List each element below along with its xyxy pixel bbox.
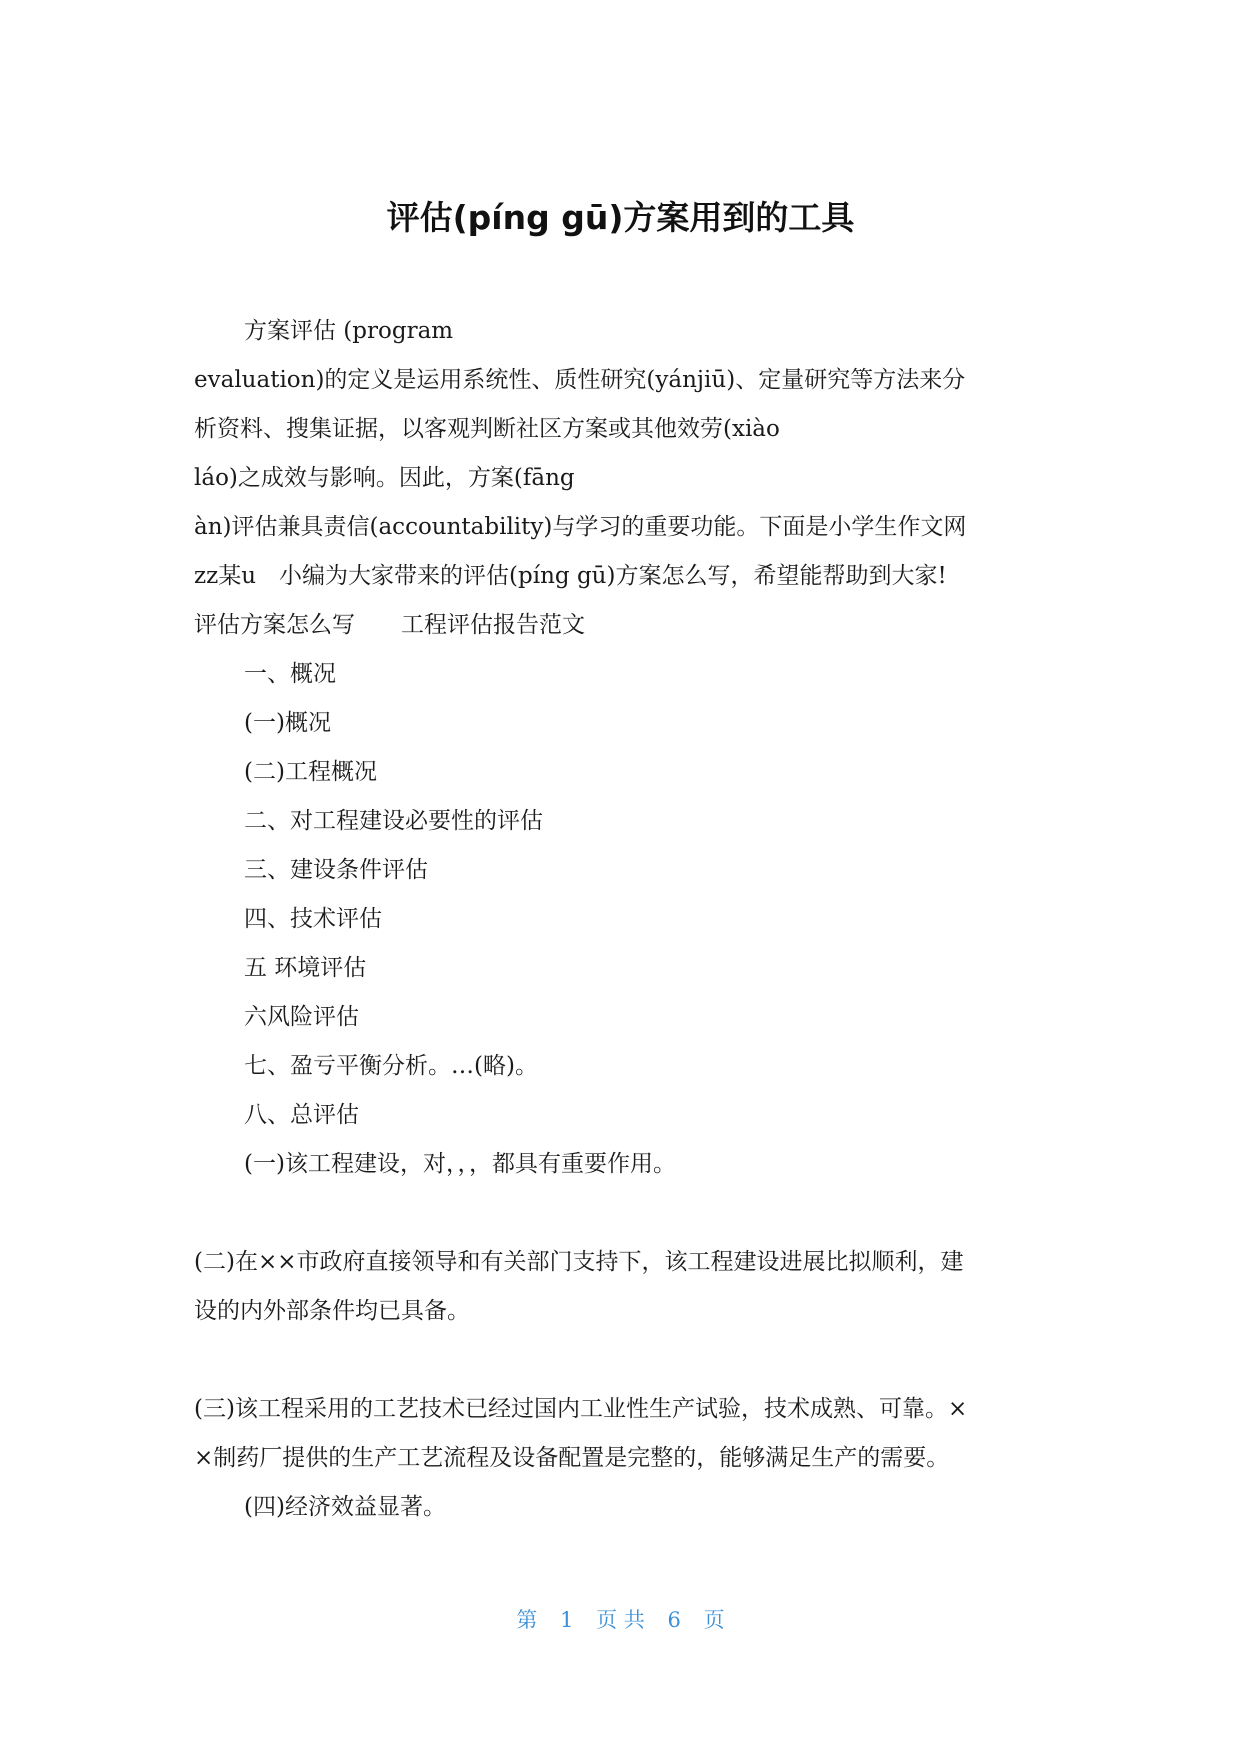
paragraph-line: àn)评估兼具责信(accountability)与学习的重要功能。下面是小学生作文网 (194, 514, 967, 540)
outline-item: 二、对工程建设必要性的评估 (244, 808, 543, 834)
outline-item: 四、技术评估 (244, 906, 382, 932)
section-heading: 评估方案怎么写 工程评估报告范文 (194, 612, 585, 638)
paragraph-gap (194, 1189, 1044, 1238)
paragraph-line: (一)该工程建设，对，，，都具有重要作用。 (244, 1151, 676, 1177)
paragraph-line: 设的内外部条件均已具备。 (194, 1298, 470, 1324)
paragraph-line: (四)经济效益显著。 (244, 1494, 446, 1520)
outline-item: 八、总评估 (244, 1102, 359, 1128)
paragraph-line: 析资料、搜集证据，以客观判断社区方案或其他效劳(xiào (194, 416, 780, 442)
page-label-prefix: 第 (516, 1608, 538, 1632)
total-pages-number: 6 (667, 1608, 681, 1632)
outline-item: 六风险评估 (244, 1004, 359, 1030)
document-body (194, 307, 1044, 1532)
outline-item: 七、盈亏平衡分析。…(略)。 (244, 1053, 538, 1079)
paragraph-line: ×制药厂提供的生产工艺流程及设备配置是完整的，能够满足生产的需要。 (194, 1445, 950, 1471)
outline-item: 三、建设条件评估 (244, 857, 428, 883)
outline-item: 一、概况 (244, 661, 336, 687)
outline-item: (二)工程概况 (244, 759, 377, 785)
outline-item: (一)概况 (244, 710, 331, 736)
paragraph-line: (二)在××市政府直接领导和有关部门支持下，该工程建设进展比拟顺利，建 (194, 1249, 964, 1275)
paragraph-line: 方案评估 (program (244, 318, 454, 344)
paragraph-line: (三)该工程采用的工艺技术已经过国内工业性生产试验，技术成熟、可靠。× (194, 1396, 968, 1422)
document-title: 评估(píng gū)方案用到的工具 (386, 198, 855, 237)
page-label-mid: 页 共 (596, 1608, 645, 1632)
outline-item: 五 环境评估 (244, 955, 367, 981)
page-footer (0, 1604, 1241, 1634)
paragraph-line: láo)之成效与影响。因此，方案(fāng (194, 465, 575, 491)
paragraph-line: evaluation)的定义是运用系统性、质性研究(yánjiū)、定量研究等方法来分 (194, 367, 966, 393)
paragraph-gap (194, 1336, 1044, 1385)
page-label-suffix: 页 (703, 1608, 725, 1632)
current-page-number: 1 (560, 1608, 574, 1632)
paragraph-line: zz某u 小编为大家带来的评估(píng gū)方案怎么写，希望能帮助到大家! (194, 563, 947, 589)
